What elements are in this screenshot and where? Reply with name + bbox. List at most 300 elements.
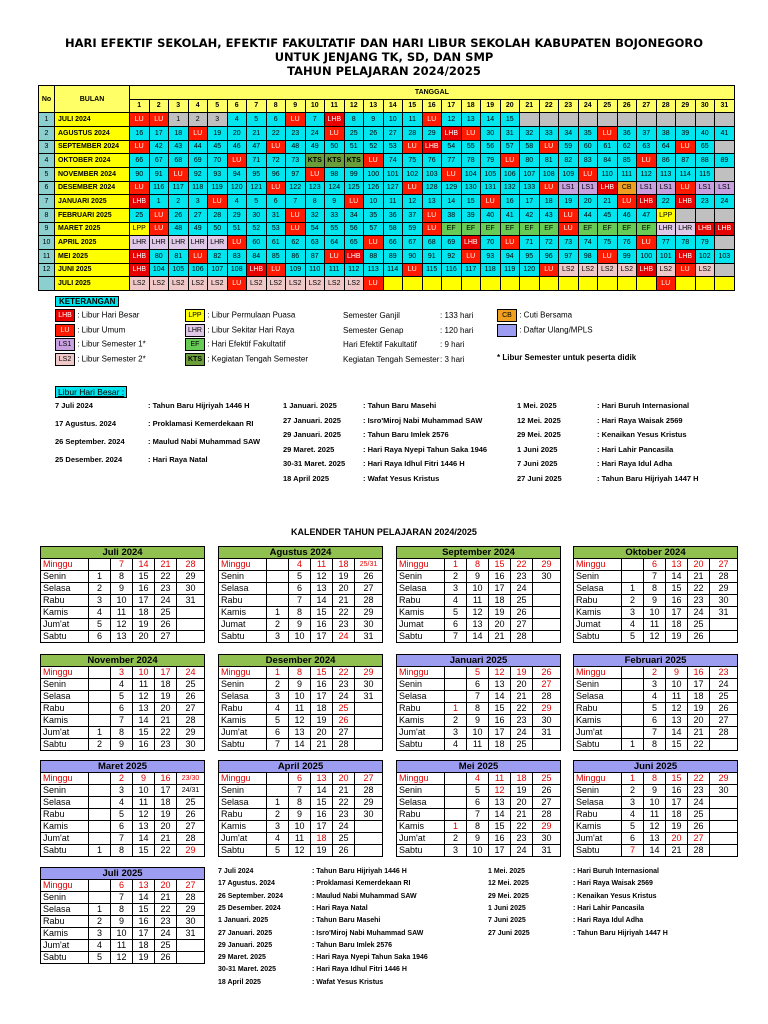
day-cell: LU (188, 126, 208, 140)
day-number: 9 (289, 619, 311, 631)
legend-text: : Kegiatan Tengah Semester (205, 354, 309, 364)
day-cell: LHB (422, 140, 442, 154)
holiday-name: : Maulud Nabi Muhammad SAW (148, 437, 261, 446)
day-number: 26 (511, 607, 533, 619)
day-cell: 5 (247, 195, 267, 209)
day-cell: 46 (617, 208, 637, 222)
day-cell (500, 277, 520, 291)
month-name: April 2025 (219, 761, 383, 773)
day-number: 24 (155, 928, 177, 940)
day-cell: EF (539, 222, 559, 236)
day-number: 7 (289, 785, 311, 797)
day-number: 3 (445, 583, 467, 595)
holiday-name: : Hari Raya Nyepi Tahun Saka 1946 (363, 444, 488, 454)
day-number: 6 (111, 880, 133, 892)
day-cell: 99 (344, 167, 364, 181)
day-number: 23 (511, 833, 533, 845)
day-name: Minggu (41, 773, 89, 785)
day-number: 1 (89, 904, 111, 916)
day-cell: LS1 (559, 181, 579, 195)
day-name: Minggu (397, 773, 445, 785)
day-cell (539, 113, 559, 127)
day-cell: 93 (208, 167, 228, 181)
day-number: 29 (710, 773, 738, 785)
holiday-name: : Hari Raya Idhul Fitri 1446 H (312, 966, 407, 974)
legend-swatch: EF (185, 338, 205, 351)
day-cell (715, 263, 735, 277)
day-number: 13 (289, 727, 311, 739)
table-row (39, 167, 735, 181)
day-name: Senin (574, 571, 622, 583)
day-cell: 125 (344, 181, 364, 195)
day-number: 18 (311, 833, 333, 845)
day-cell: LU (481, 195, 501, 209)
day-name: Sabtu (219, 739, 267, 751)
day-number: 17 (489, 727, 511, 739)
day-cell: 70 (208, 154, 228, 168)
day-cell: LU (149, 208, 169, 222)
day-name: Rabu (574, 809, 622, 821)
day-number: 17 (489, 845, 511, 857)
day-number: 11 (666, 691, 688, 703)
day-number: 22 (333, 607, 355, 619)
stat-value: : 133 hari (440, 311, 474, 320)
day-number: 24 (155, 595, 177, 607)
day-cell: 88 (695, 154, 715, 168)
day-cell: 95 (520, 249, 540, 263)
day-cell: LU (149, 222, 169, 236)
day-number: 28 (355, 595, 383, 607)
day-cell: 55 (325, 222, 345, 236)
day-cell: 43 (539, 208, 559, 222)
header-day: 31 (715, 99, 735, 113)
day-number (622, 559, 644, 571)
day-number: 26 (355, 571, 383, 583)
month-name: Juli 2024 (41, 547, 205, 559)
day-number: 23 (710, 667, 738, 679)
day-number: 20 (688, 715, 710, 727)
day-number: 1 (267, 607, 289, 619)
holiday-name: : Isro'Miroj Nabi Muhammad SAW (312, 929, 424, 937)
day-cell: 33 (325, 208, 345, 222)
row-month: JULI 2025 (55, 277, 130, 291)
day-number: 24 (333, 631, 355, 643)
day-cell (715, 208, 735, 222)
day-name: Minggu (219, 667, 267, 679)
day-cell: LU (130, 140, 150, 154)
day-cell: 76 (422, 154, 442, 168)
day-number (89, 679, 111, 691)
day-number: 1 (89, 727, 111, 739)
header-day: 26 (617, 99, 637, 113)
day-number: 30 (355, 679, 383, 691)
row-month: SEPTEMBER 2024 (55, 140, 130, 154)
day-name: Sabtu (397, 739, 445, 751)
day-number: 17 (666, 797, 688, 809)
holiday-name: : Hari Buruh Internasional (597, 401, 690, 410)
day-number: 7 (111, 715, 133, 727)
day-cell (442, 277, 462, 291)
holiday-date: 26 September. 2024 (218, 892, 283, 900)
day-cell (598, 277, 618, 291)
holiday-date: 7 Juni 2025 (488, 917, 526, 925)
holiday-name: : Tahun Baru Imlek 2576 (363, 430, 449, 439)
day-number: 10 (289, 691, 311, 703)
day-cell: LU (442, 167, 462, 181)
day-name: Jum'at (574, 727, 622, 739)
day-number (445, 691, 467, 703)
legend-item (185, 324, 294, 337)
day-number (267, 595, 289, 607)
day-cell: 17 (520, 195, 540, 209)
day-cell: 67 (403, 236, 423, 250)
day-number: 22 (511, 821, 533, 833)
day-number: 10 (289, 821, 311, 833)
day-number: 12 (111, 952, 133, 964)
day-cell: 61 (266, 236, 286, 250)
day-cell: LU (403, 263, 423, 277)
day-number: 31 (533, 727, 561, 739)
day-name: Jum'at (41, 833, 89, 845)
legend-item (55, 338, 146, 351)
day-cell: 31 (500, 126, 520, 140)
day-cell: 104 (149, 263, 169, 277)
month-calendar (218, 760, 383, 857)
day-cell: LU (305, 167, 325, 181)
day-number: 25 (155, 607, 177, 619)
day-cell: 12 (403, 195, 423, 209)
holiday-name: : Tahun Baru Imlek 2576 (312, 941, 393, 949)
holiday-date: 30-31 Maret. 2025 (283, 459, 346, 468)
legend-text: : Libur Semester 1* (75, 339, 146, 349)
row-month: MARET 2025 (55, 222, 130, 236)
day-number (622, 715, 644, 727)
day-number: 14 (311, 785, 333, 797)
day-cell: LU (169, 167, 189, 181)
holiday-date: 1 Mei. 2025 (517, 401, 557, 410)
day-number: 18 (489, 739, 511, 751)
day-number: 12 (133, 809, 155, 821)
day-number: 29 (177, 571, 205, 583)
day-cell: LS2 (266, 277, 286, 291)
day-cell: 15 (461, 195, 481, 209)
day-number: 2 (267, 619, 289, 631)
day-number (445, 667, 467, 679)
day-cell: 58 (520, 140, 540, 154)
row-number: 2 (39, 126, 55, 140)
day-cell: 85 (266, 249, 286, 263)
day-name: Rabu (219, 703, 267, 715)
day-number: 27 (355, 773, 383, 785)
day-name: Jum'at (41, 940, 89, 952)
day-number: 6 (111, 821, 133, 833)
day-number: 16 (489, 571, 511, 583)
day-number: 25 (533, 773, 561, 785)
day-name: Rabu (41, 595, 89, 607)
day-number: 9 (111, 916, 133, 928)
day-number: 22 (155, 904, 177, 916)
day-cell: 62 (286, 236, 306, 250)
day-cell: EF (578, 222, 598, 236)
day-number: 22 (155, 845, 177, 857)
day-cell: 43 (169, 140, 189, 154)
day-cell: 49 (188, 222, 208, 236)
day-cell: 101 (656, 249, 676, 263)
day-cell: 87 (305, 249, 325, 263)
day-number: 2 (89, 916, 111, 928)
day-name: Minggu (41, 880, 89, 892)
legend-swatch: KTS (185, 353, 205, 366)
day-cell: 74 (578, 236, 598, 250)
header-day: 14 (383, 99, 403, 113)
day-number: 21 (688, 727, 710, 739)
day-cell (520, 277, 540, 291)
month-calendar (40, 760, 205, 857)
month-calendar (396, 654, 561, 751)
day-cell: 65 (695, 140, 715, 154)
month-calendar (573, 760, 738, 857)
day-cell: 18 (169, 126, 189, 140)
stat-label: Kegiatan Tengah Semester (343, 355, 440, 364)
day-number: 4 (111, 679, 133, 691)
day-number: 12 (133, 691, 155, 703)
day-number: 23 (688, 595, 710, 607)
holiday-date: 1 Mei. 2025 (488, 868, 525, 875)
day-number: 10 (289, 631, 311, 643)
day-number (267, 571, 289, 583)
day-cell (676, 208, 696, 222)
day-cell: 67 (149, 154, 169, 168)
day-number: 17 (666, 607, 688, 619)
day-number: 15 (133, 904, 155, 916)
day-number: 30 (710, 595, 738, 607)
day-cell: LHB (130, 263, 150, 277)
day-cell: 5 (247, 113, 267, 127)
day-cell: 22 (266, 126, 286, 140)
day-cell: LS2 (286, 277, 306, 291)
day-cell (481, 277, 501, 291)
day-cell: LU (325, 126, 345, 140)
day-number: 26 (533, 667, 561, 679)
row-number: 3 (39, 140, 55, 154)
day-cell: 113 (656, 167, 676, 181)
day-number: 21 (333, 785, 355, 797)
day-cell: 6 (266, 195, 286, 209)
day-number: 1 (445, 703, 467, 715)
day-number: 3 (622, 797, 644, 809)
day-number: 15 (489, 703, 511, 715)
header-day: 6 (227, 99, 247, 113)
day-number: 29 (177, 904, 205, 916)
day-cell: 27 (188, 208, 208, 222)
row-number: 8 (39, 208, 55, 222)
day-cell: 130 (461, 181, 481, 195)
day-number (355, 727, 383, 739)
day-cell: 68 (422, 236, 442, 250)
day-cell: LU (286, 222, 306, 236)
month-calendar (573, 654, 738, 751)
holiday-date: 1 Januari. 2025 (218, 917, 269, 925)
header-day: 2 (149, 99, 169, 113)
table-row (39, 126, 735, 140)
day-number: 28 (511, 631, 533, 643)
day-number (533, 595, 561, 607)
day-name: Kamis (574, 821, 622, 833)
day-number: 9 (467, 715, 489, 727)
day-number: 17 (311, 631, 333, 643)
holiday-date: 7 Juni 2025 (517, 459, 558, 468)
title-line-3: TAHUN PELAJARAN 2024/2025 (287, 64, 481, 78)
day-number: 17 (155, 785, 177, 797)
header-day: 8 (266, 99, 286, 113)
day-cell: 96 (539, 249, 559, 263)
day-number: 20 (311, 727, 333, 739)
day-number (710, 631, 738, 643)
table-row (39, 263, 735, 277)
month-calendar (40, 546, 205, 643)
day-number: 29 (177, 845, 205, 857)
holiday-date: 27 Juni 2025 (517, 473, 562, 483)
day-cell: 93 (481, 249, 501, 263)
day-name: Rabu (219, 809, 267, 821)
day-cell: 91 (149, 167, 169, 181)
day-name: Minggu (574, 773, 622, 785)
day-cell: 9 (325, 195, 345, 209)
day-cell: 100 (637, 249, 657, 263)
day-cell: 118 (481, 263, 501, 277)
day-number: 31 (177, 595, 205, 607)
day-number: 17 (311, 691, 333, 703)
day-cell: 26 (364, 126, 384, 140)
day-number: 16 (489, 833, 511, 845)
day-number: 8 (289, 797, 311, 809)
day-cell: 121 (247, 181, 267, 195)
day-cell: 47 (247, 140, 267, 154)
day-number: 19 (333, 571, 355, 583)
day-cell: 29 (422, 126, 442, 140)
day-cell: 111 (325, 263, 345, 277)
day-name: Jumat (219, 619, 267, 631)
day-name: Selasa (219, 583, 267, 595)
header-tanggal: TANGGAL (130, 86, 735, 100)
day-number: 10 (644, 607, 666, 619)
day-number: 3 (644, 679, 666, 691)
day-number: 29 (710, 583, 738, 595)
day-cell: LU (364, 236, 384, 250)
day-cell: 66 (383, 236, 403, 250)
day-cell: LHB (637, 263, 657, 277)
day-number: 4 (289, 559, 311, 571)
day-cell: 46 (227, 140, 247, 154)
day-number: 26 (177, 809, 205, 821)
legend-item (185, 338, 285, 351)
day-cell: 14 (442, 195, 462, 209)
day-number: 4 (622, 809, 644, 821)
day-number: 6 (89, 631, 111, 643)
day-cell: 49 (305, 140, 325, 154)
day-number (355, 821, 383, 833)
day-number: 23 (511, 715, 533, 727)
day-number: 28 (710, 727, 738, 739)
day-name: Selasa (41, 691, 89, 703)
day-cell: 97 (559, 249, 579, 263)
day-number: 3 (267, 691, 289, 703)
day-number (267, 773, 289, 785)
table-row (39, 140, 735, 154)
day-number: 10 (666, 679, 688, 691)
holiday-date: 29 Maret. 2025 (218, 954, 266, 962)
day-number: 5 (111, 809, 133, 821)
day-cell: 79 (481, 154, 501, 168)
day-cell: LU (676, 181, 696, 195)
day-number: 9 (467, 571, 489, 583)
day-cell: 32 (305, 208, 325, 222)
day-number: 23 (333, 679, 355, 691)
header-day: 28 (656, 99, 676, 113)
header-day: 9 (286, 99, 306, 113)
day-name: Sabtu (41, 952, 89, 964)
day-number: 23/30 (177, 773, 205, 785)
day-number (622, 703, 644, 715)
header-day: 21 (520, 99, 540, 113)
day-number: 29 (533, 703, 561, 715)
day-number: 29 (177, 727, 205, 739)
day-number (89, 667, 111, 679)
day-number: 22 (688, 739, 710, 751)
day-number: 14 (644, 845, 666, 857)
day-number: 4 (267, 703, 289, 715)
day-number: 26 (155, 619, 177, 631)
day-cell: 76 (617, 236, 637, 250)
day-number: 4 (467, 773, 489, 785)
day-cell (676, 277, 696, 291)
day-cell: 41 (500, 208, 520, 222)
day-cell: 69 (188, 154, 208, 168)
day-number: 3 (622, 607, 644, 619)
day-cell: LHB (676, 195, 696, 209)
holiday-name: : Tahun Baru Hijriyah 1447 H (573, 929, 668, 937)
day-cell (403, 277, 423, 291)
legend-text: : Daftar Ulang/MPLS (517, 325, 593, 335)
day-cell: 103 (715, 249, 735, 263)
day-cell: LU (266, 140, 286, 154)
day-number: 21 (333, 595, 355, 607)
day-number: 27 (533, 797, 561, 809)
day-cell: LS2 (169, 277, 189, 291)
legend-swatch: LPP (185, 309, 205, 322)
day-cell: LHB (344, 249, 364, 263)
day-cell: 39 (676, 126, 696, 140)
legend-swatch: LHR (185, 324, 205, 337)
day-number: 22 (333, 667, 355, 679)
day-cell: 62 (617, 140, 637, 154)
day-cell: LPP (656, 208, 676, 222)
legend-swatch: LS2 (55, 353, 75, 366)
day-cell: 96 (266, 167, 286, 181)
day-number: 13 (133, 880, 155, 892)
day-cell: 83 (578, 154, 598, 168)
day-cell: LU (500, 154, 520, 168)
day-cell (598, 113, 618, 127)
holiday-name: : Isro'Miroj Nabi Muhammad SAW (363, 415, 483, 425)
day-number: 13 (133, 703, 155, 715)
legend-text: : Libur Hari Besar (75, 310, 140, 320)
holiday-name: : Hari Lahir Pancasila (597, 444, 674, 454)
day-cell: 86 (286, 249, 306, 263)
day-number (267, 559, 289, 571)
day-cell: 48 (286, 140, 306, 154)
day-cell: LU (130, 181, 150, 195)
